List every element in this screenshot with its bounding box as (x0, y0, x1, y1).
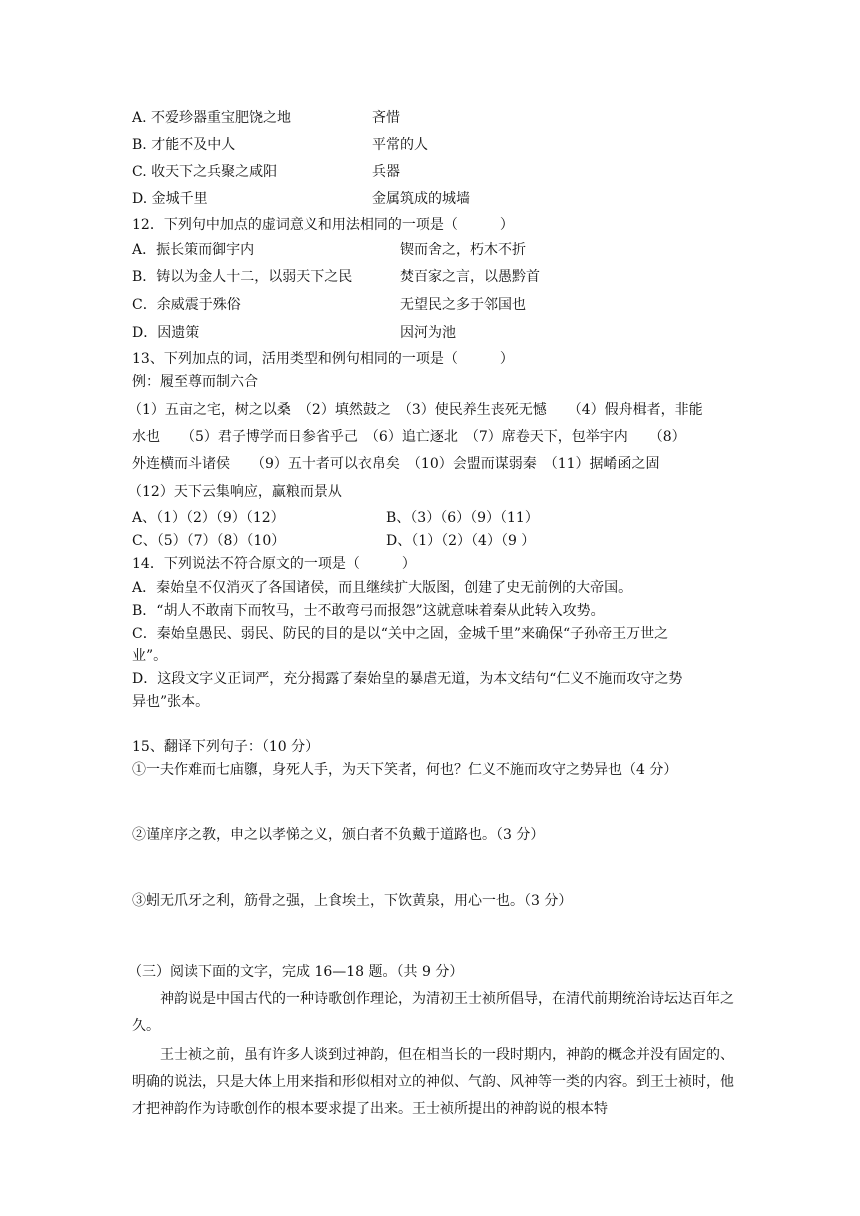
q12-option-d-right: 因河为池 (400, 325, 456, 341)
q12-option-a-left: A．振长策而御宇内 (132, 242, 255, 258)
q13-option-c: C、（5）（7）（8）（10） (132, 533, 286, 549)
q12-option-a-right: 锲而舍之，朽木不折 (400, 242, 526, 258)
q14-stem: 14．下列说法不符合原文的一项是（ ） (132, 556, 416, 572)
q15-sentence-1: ①一夫作难而七庙隳，身死人手，为天下笑者，何也？仁义不施而攻守之势异也（4 分） (132, 762, 678, 778)
q15-stem: 15、翻译下列句子：（10 分） (132, 739, 320, 755)
q14-option-a: A．秦始皇不仅消灭了各国诸侯，而且继续扩大版图，创建了史无前例的大帝国。 (132, 580, 633, 596)
q12-option-d-left: D．因遗策 (132, 325, 200, 341)
q11-option-a-meaning: 吝惜 (372, 110, 400, 126)
q11-option-c: C. 收天下之兵聚之咸阳 (132, 164, 278, 180)
q12-stem: 12．下列句中加点的虚词意义和用法相同的一项是（ ） (132, 217, 514, 233)
q13-stem: 13、下列加点的词，活用类型和例句相同的一项是（ ） (132, 351, 514, 367)
q12-option-c-right: 无望民之多于邻国也 (400, 297, 526, 313)
q12-option-b-left: B．铸以为金人十二，以弱天下之民 (132, 269, 353, 285)
q13-items-line-4: （12）天下云集响应，赢粮而景从 (128, 484, 342, 500)
q13-items-line-2: 水也 （5）君子博学而日参省乎己 （6）追亡逐北 （7）席卷天下，包举宇内 （8） (132, 429, 686, 445)
q13-option-d: D、（1）（2）（4）（9 ） (386, 533, 536, 549)
q14-option-c-line-1: C．秦始皇愚民、弱民、防民的目的是以“关中之固，金城千里”来确保“子孙帝王万世之 (132, 626, 669, 642)
q14-option-c-line-2: 业”。 (132, 648, 168, 664)
q14-option-d-line-2: 异也”张本。 (132, 694, 210, 710)
section-3-heading: （三）阅读下面的文字，完成 16—18 题。（共 9 分） (128, 964, 464, 980)
passage-paragraph-1: 神韵说是中国古代的一种诗歌创作理论，为清初王士祯所倡导，在清代前期统治诗坛达百年之久。 (132, 991, 734, 1034)
q13-option-a: A、（1）（2）（9）（12） (132, 510, 285, 526)
q15-sentence-2: ②谨庠序之教，申之以孝悌之义，颁白者不负戴于道路也。（3 分） (132, 827, 545, 843)
q11-option-d: D. 金城千里 (132, 191, 208, 207)
q11-option-d-meaning: 金属筑成的城墙 (372, 191, 470, 207)
q12-option-b-right: 焚百家之言，以愚黔首 (400, 269, 540, 285)
q14-option-b: B．“胡人不敢南下而牧马，士不敢弯弓而报怨”这就意味着秦从此转入攻势。 (132, 603, 605, 619)
q14-option-d-line-1: D．这段文字义正词严，充分揭露了秦始皇的暴虐无道，为本文结句“仁义不施而攻守之势 (132, 671, 683, 687)
q11-option-b-meaning: 平常的人 (372, 137, 428, 153)
q13-items-line-1: （1）五亩之宅，树之以桑 （2）填然鼓之 （3）使民养生丧死无憾 （4）假舟楫者，非能 (128, 402, 703, 418)
q12-option-c-left: C．余威震于殊俗 (132, 297, 241, 313)
q13-items-line-3: 外连横而斗诸侯 （9）五十者可以衣帛矣 （10）会盟而谋弱秦 （11）据崤函之固 (132, 456, 660, 472)
passage-paragraph-2: 王士祯之前，虽有许多人谈到过神韵，但在相当长的一段时期内，神韵的概念并没有固定的、明确的说法，只是大体上用来指和形似相对立的神似、气韵、风神等一类的内容。到王士祯时，他才把神韵作为诗歌创作的根本要求提了出来。王士祯所提出的神韵说的根本特 (132, 1047, 734, 1117)
q11-option-b: B. 才能不及中人 (132, 137, 236, 153)
q13-example: 例：履至尊而制六合 (132, 374, 258, 390)
q11-option-c-meaning: 兵器 (372, 164, 400, 180)
q11-option-a: A. 不爱珍器重宝肥饶之地 (132, 110, 292, 126)
q15-sentence-3: ③蚓无爪牙之利，筋骨之强，上食埃土，下饮黄泉，用心一也。（3 分） (132, 893, 573, 909)
q13-option-b: B、（3）（6）（9）（11） (386, 510, 539, 526)
